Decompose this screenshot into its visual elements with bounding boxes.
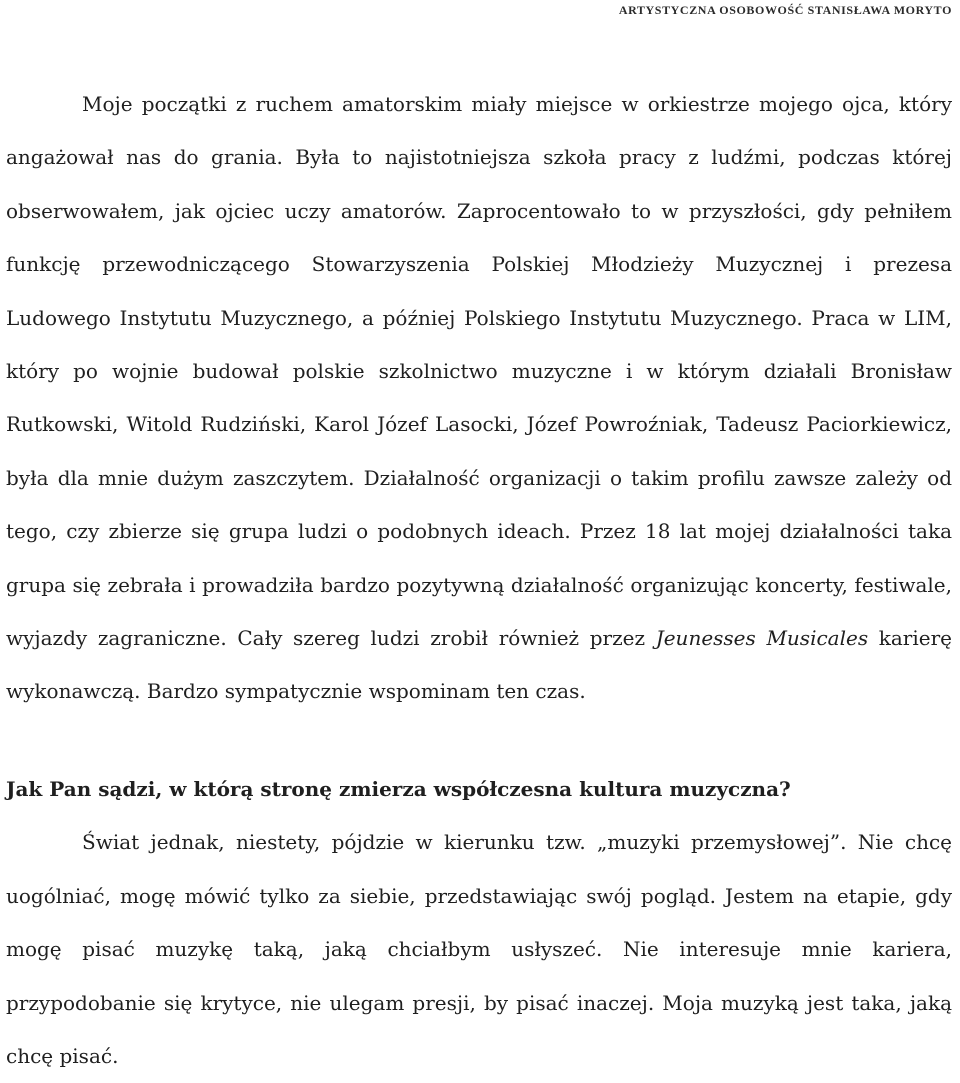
italic-jeunesses-musicales: Jeunesses Musicales	[655, 626, 869, 651]
paragraph-ruch-amatorski	[6, 78, 952, 719]
interview-question: Jak Pan sądzi, w którą stronę zmierza współczesna kultura muzyczna?	[6, 776, 791, 801]
running-header: ARTYSTYCZNA OSOBOWOŚĆ STANISŁAWA MORYTO	[618, 3, 952, 17]
paragraph-text-end: karierę wykonawczą. Bardzo sympatycznie wspominam ten czas.	[6, 626, 952, 704]
paragraph-text-start: Moje początki z ruchem amatorskim miały miejsce w orkiestrze mojego ojca, który angażował nas do grania. Była to najistotniejsza szkoła pracy z ludźmi, podczas której obserwowałem, jak ojciec uczy amatorów. Zaprocentowało to w przyszłości, gdy pełniłem funkcję przewodniczącego Stowarzyszenia Polskiej Młodzieży Muzycznej i prezesa Ludowego Instytutu Muzycznego, a później Polskiego Instytutu Muzycznego. Praca w LIM, który po wojnie budował polskie szkolnictwo muzyczne i w którym działali Bronisław Rutkowski, Witold Rudziński, Karol Józef Lasocki, Józef Powroźniak, Tadeusz Paciorkiewicz, była dla mnie dużym zaszczytem. Działalność organizacji o takim profilu zawsze zależy od tego, czy zbierze się grupa ludzi o podobnych ideach. Przez 18 lat mojej działalności taka grupa się zebrała i prowadziła bardzo pozytywną działalność organizując koncerty, festiwale, wyjazdy zagraniczne. Cały szereg ludzi zrobił również przez	[6, 92, 952, 651]
page-body	[6, 78, 952, 1083]
paragraph-answer: Świat jednak, niestety, pójdzie w kierunku tzw. „muzyki przemysłowej”. Nie chcę uogólniać, mogę mówić tylko za siebie, przedstawiając swój pogląd. Jestem na etapie, gdy mogę pisać muzykę taką, jaką chciałbym usłyszeć. Nie interesuje mnie kariera, przypodobanie się krytyce, nie ulegam presji, by pisać inaczej. Moja muzyką jest taka, jaką chcę pisać.	[6, 830, 952, 1068]
